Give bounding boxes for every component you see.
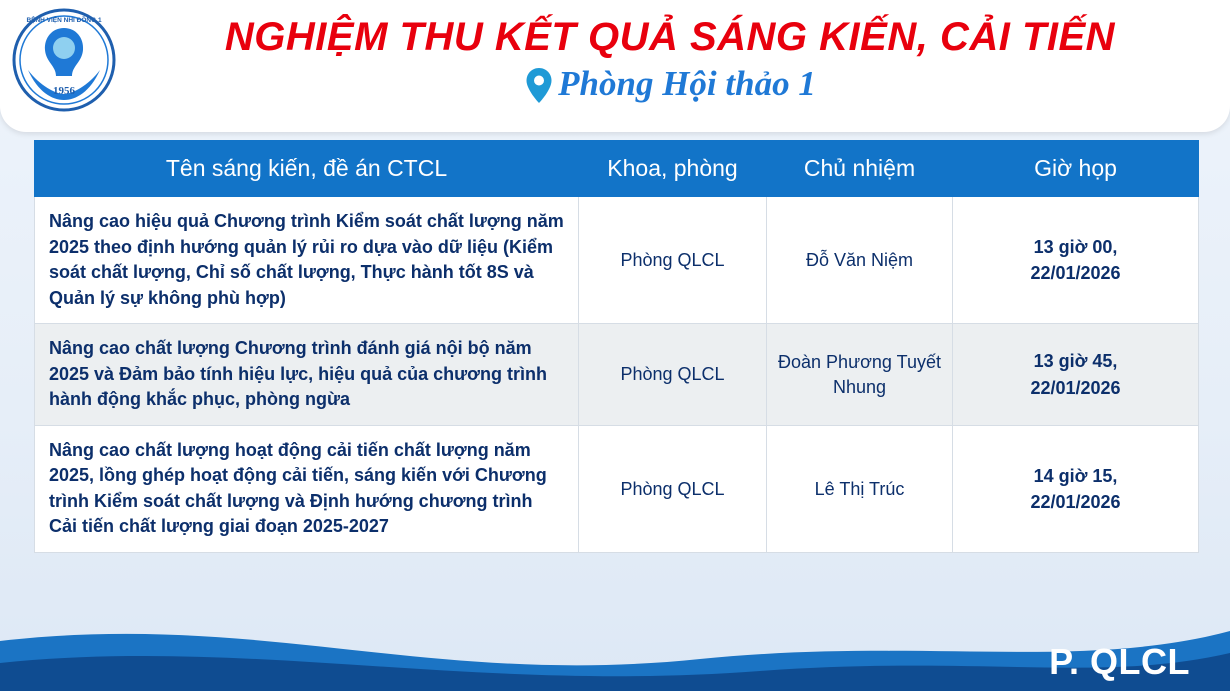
table-row	[35, 425, 1199, 552]
cell-department: Phòng QLCL	[579, 425, 767, 552]
table-header-row	[35, 141, 1199, 197]
table-row	[35, 324, 1199, 426]
cell-department: Phòng QLCL	[579, 197, 767, 324]
svg-text:1956: 1956	[53, 85, 75, 97]
slide-header	[0, 0, 1230, 132]
svg-text:BỆNH VIỆN NHI ĐỒNG 1: BỆNH VIỆN NHI ĐỒNG 1	[26, 17, 102, 24]
footer-label: P. QLCL	[1049, 641, 1190, 682]
subtitle-row	[130, 64, 1210, 104]
cell-chief: Lê Thị Trúc	[767, 425, 953, 552]
cell-department: Phòng QLCL	[579, 324, 767, 426]
cell-time: 14 giờ 15, 22/01/2026	[953, 425, 1199, 552]
hospital-logo-icon	[12, 8, 116, 112]
cell-chief: Đỗ Văn Niệm	[767, 197, 953, 324]
slide-footer	[0, 601, 1230, 691]
cell-time: 13 giờ 45, 22/01/2026	[953, 324, 1199, 426]
cell-time: 13 giờ 00, 22/01/2026	[953, 197, 1199, 324]
footer-wave-decoration	[0, 601, 1230, 691]
schedule-table	[34, 140, 1199, 553]
column-header-time: Giờ họp	[953, 141, 1199, 197]
location-pin-icon	[524, 67, 554, 105]
column-header-name: Tên sáng kiến, đề án CTCL	[35, 141, 579, 197]
schedule-table-area	[34, 140, 1198, 553]
page-title: NGHIỆM THU KẾT QUẢ SÁNG KIẾN, CẢI TIẾN	[224, 15, 1116, 59]
page-subtitle: Phòng Hội thảo 1	[558, 64, 816, 103]
cell-initiative-name: Nâng cao hiệu quả Chương trình Kiểm soát chất lượng năm 2025 theo định hướng quản lý rủi ro dựa vào dữ liệu (Kiểm soát chất lượng, Chỉ số chất lượng, Thực hành tốt 8S và Quản lý sự không phù hợp)	[35, 197, 579, 324]
title-block	[130, 14, 1210, 104]
cell-initiative-name: Nâng cao chất lượng Chương trình đánh giá nội bộ năm 2025 và Đảm bảo tính hiệu lực, hiệu quả của chương trình hành động khắc phục, phòng ngừa	[35, 324, 579, 426]
cell-chief: Đoàn Phương Tuyết Nhung	[767, 324, 953, 426]
cell-initiative-name: Nâng cao chất lượng hoạt động cải tiến chất lượng năm 2025, lồng ghép hoạt động cải tiến, sáng kiến với Chương trình Kiểm soát chất lượng và Định hướng chương trình Cải tiến chất lượng giai đoạn 2025-2027	[35, 425, 579, 552]
table-row	[35, 197, 1199, 324]
column-header-chief: Chủ nhiệm	[767, 141, 953, 197]
column-header-dept: Khoa, phòng	[579, 141, 767, 197]
